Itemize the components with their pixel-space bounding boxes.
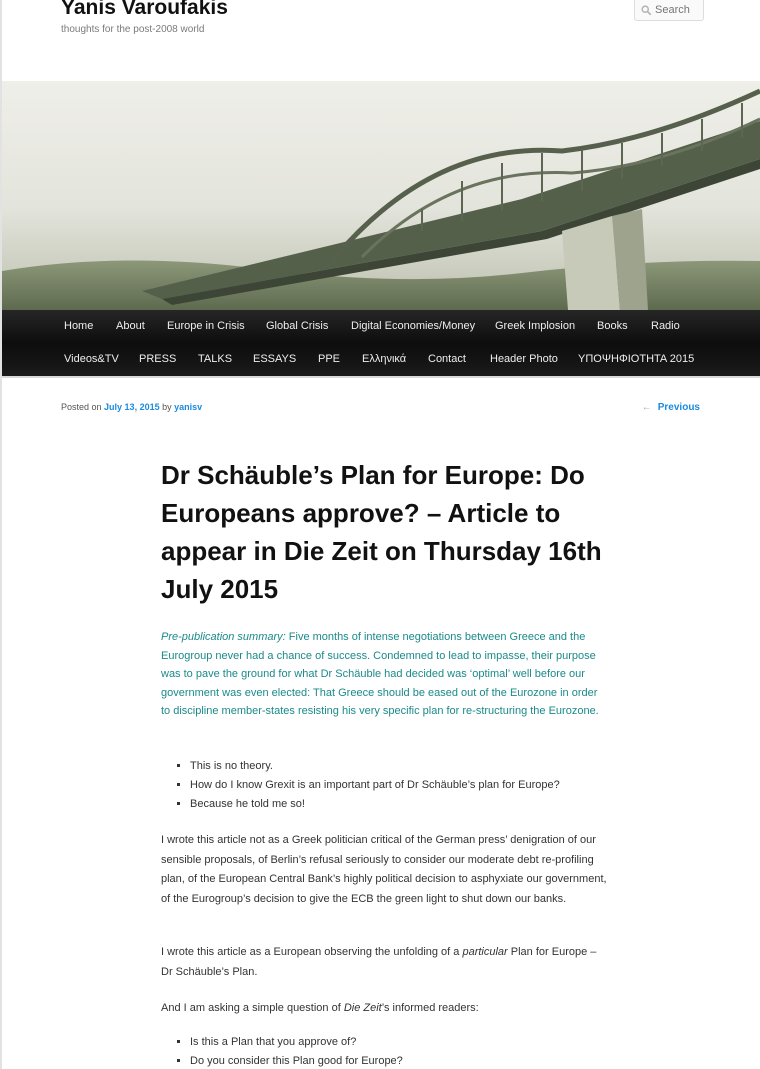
page	[2, 0, 760, 1069]
list-item: ▪ How do I know Grexit is an important part of Dr Schäuble’s plan for Europe?	[190, 776, 560, 795]
nav-item-press[interactable]: PRESS	[139, 353, 177, 365]
post-meta	[61, 402, 202, 412]
nav-item-contact[interactable]: Contact	[428, 353, 466, 365]
author-link[interactable]: yanisv	[174, 402, 203, 412]
nav-item-about[interactable]: About	[116, 320, 145, 332]
by-label: by	[162, 402, 172, 412]
arrow-left-icon: ←	[641, 402, 652, 413]
nav-item-digital-economies[interactable]: Digital Economies/Money	[351, 320, 476, 332]
bridge-photo	[2, 81, 760, 310]
main-navigation	[2, 310, 760, 378]
paragraph-3-emphasis: Die Zeit	[343, 1002, 382, 1014]
paragraph-2-text-b: Plan for Europe – Dr Schäuble’s Plan.	[161, 946, 597, 978]
nav-item-essays[interactable]: ESSAYS	[253, 353, 297, 365]
nav-item-radio[interactable]: Radio	[651, 320, 680, 332]
nav-item-header-photo[interactable]: Header Photo	[490, 353, 558, 365]
summary-label: Pre-publication summary:	[161, 631, 286, 643]
nav-item-home[interactable]: Home	[64, 320, 94, 332]
nav-item-talks[interactable]: TALKS	[198, 353, 233, 365]
bullet-list-1	[174, 757, 560, 814]
list-item: ▪ Because he told me so!	[190, 795, 560, 814]
bullet-list-2	[174, 1033, 403, 1069]
list-item: ▪ Do you consider this Plan good for Europe?	[190, 1052, 403, 1069]
paragraph-3-text-a: And I am asking a simple question of	[161, 1002, 344, 1014]
posted-on-label: Posted on	[61, 402, 102, 412]
nav-item-greek-implosion[interactable]: Greek Implosion	[495, 320, 576, 332]
nav-item-global-crisis[interactable]: Global Crisis	[266, 320, 329, 332]
paragraph-2	[161, 943, 609, 982]
nav-item-ppe[interactable]: PPE	[318, 353, 341, 365]
search-box[interactable]	[634, 0, 704, 21]
site-title[interactable]: Yanis Varoufakis	[61, 0, 228, 19]
post-date-link[interactable]: July 13, 2015	[104, 402, 160, 412]
header-image[interactable]	[2, 81, 760, 310]
paragraph-3-text-b: ’s informed readers:	[381, 1002, 479, 1014]
search-input[interactable]	[655, 4, 703, 16]
search-icon	[641, 4, 652, 17]
paragraph-1: I wrote this article not as a Greek politician critical of the German press’ denigration of our sensible proposals, of Berlin’s refusal seriously to consider our moderate debt re-profiling plan, of the European Central Bank’s highly political decision to asphyxiate our government, of the Eurogroup’s decision to give the ECB the green light to shut down our banks.	[161, 834, 607, 905]
paragraph-3	[161, 999, 609, 1019]
post-title[interactable]: Dr Schäuble’s Plan for Europe: Do Europeans approve? – Article to appear in Die Zeit on Thursday 16th July 2015	[161, 460, 602, 604]
nav-item-books[interactable]: Books	[597, 320, 628, 332]
list-item: ▪ This is no theory.	[190, 757, 560, 776]
paragraph-2-text-a: I wrote this article as a European observing the unfolding of a	[161, 946, 463, 958]
site-description: thoughts for the post-2008 world	[61, 24, 205, 35]
nav-item-greek[interactable]: Ελληνικά	[362, 353, 407, 365]
list-item: ▪ Is this a Plan that you approve of?	[190, 1033, 403, 1052]
nav-item-videos-tv[interactable]: Videos&TV	[64, 353, 119, 365]
nav-item-europe-in-crisis[interactable]: Europe in Crisis	[167, 320, 245, 332]
pre-publication-summary	[161, 628, 609, 721]
previous-label: Previous	[657, 402, 700, 413]
summary-text: Five months of intense negotiations between Greece and the Eurogroup never had a chance of success. Condemned to lead to impasse, their purpose was to pave the ground for what Dr Schäuble had decided was ‘optimal’ well before our government was even elected: That Greece should be eased out of the Eurozone in order to discipline member-states resisting his very specific plan for re-structuring the Eurozone.	[161, 631, 599, 717]
previous-post-link[interactable]	[642, 402, 700, 413]
paragraph-2-emphasis: particular	[462, 946, 508, 958]
nav-item-candidacy-2015[interactable]: ΥΠΟΨΗΦΙΟΤΗΤΑ 2015	[578, 353, 695, 365]
